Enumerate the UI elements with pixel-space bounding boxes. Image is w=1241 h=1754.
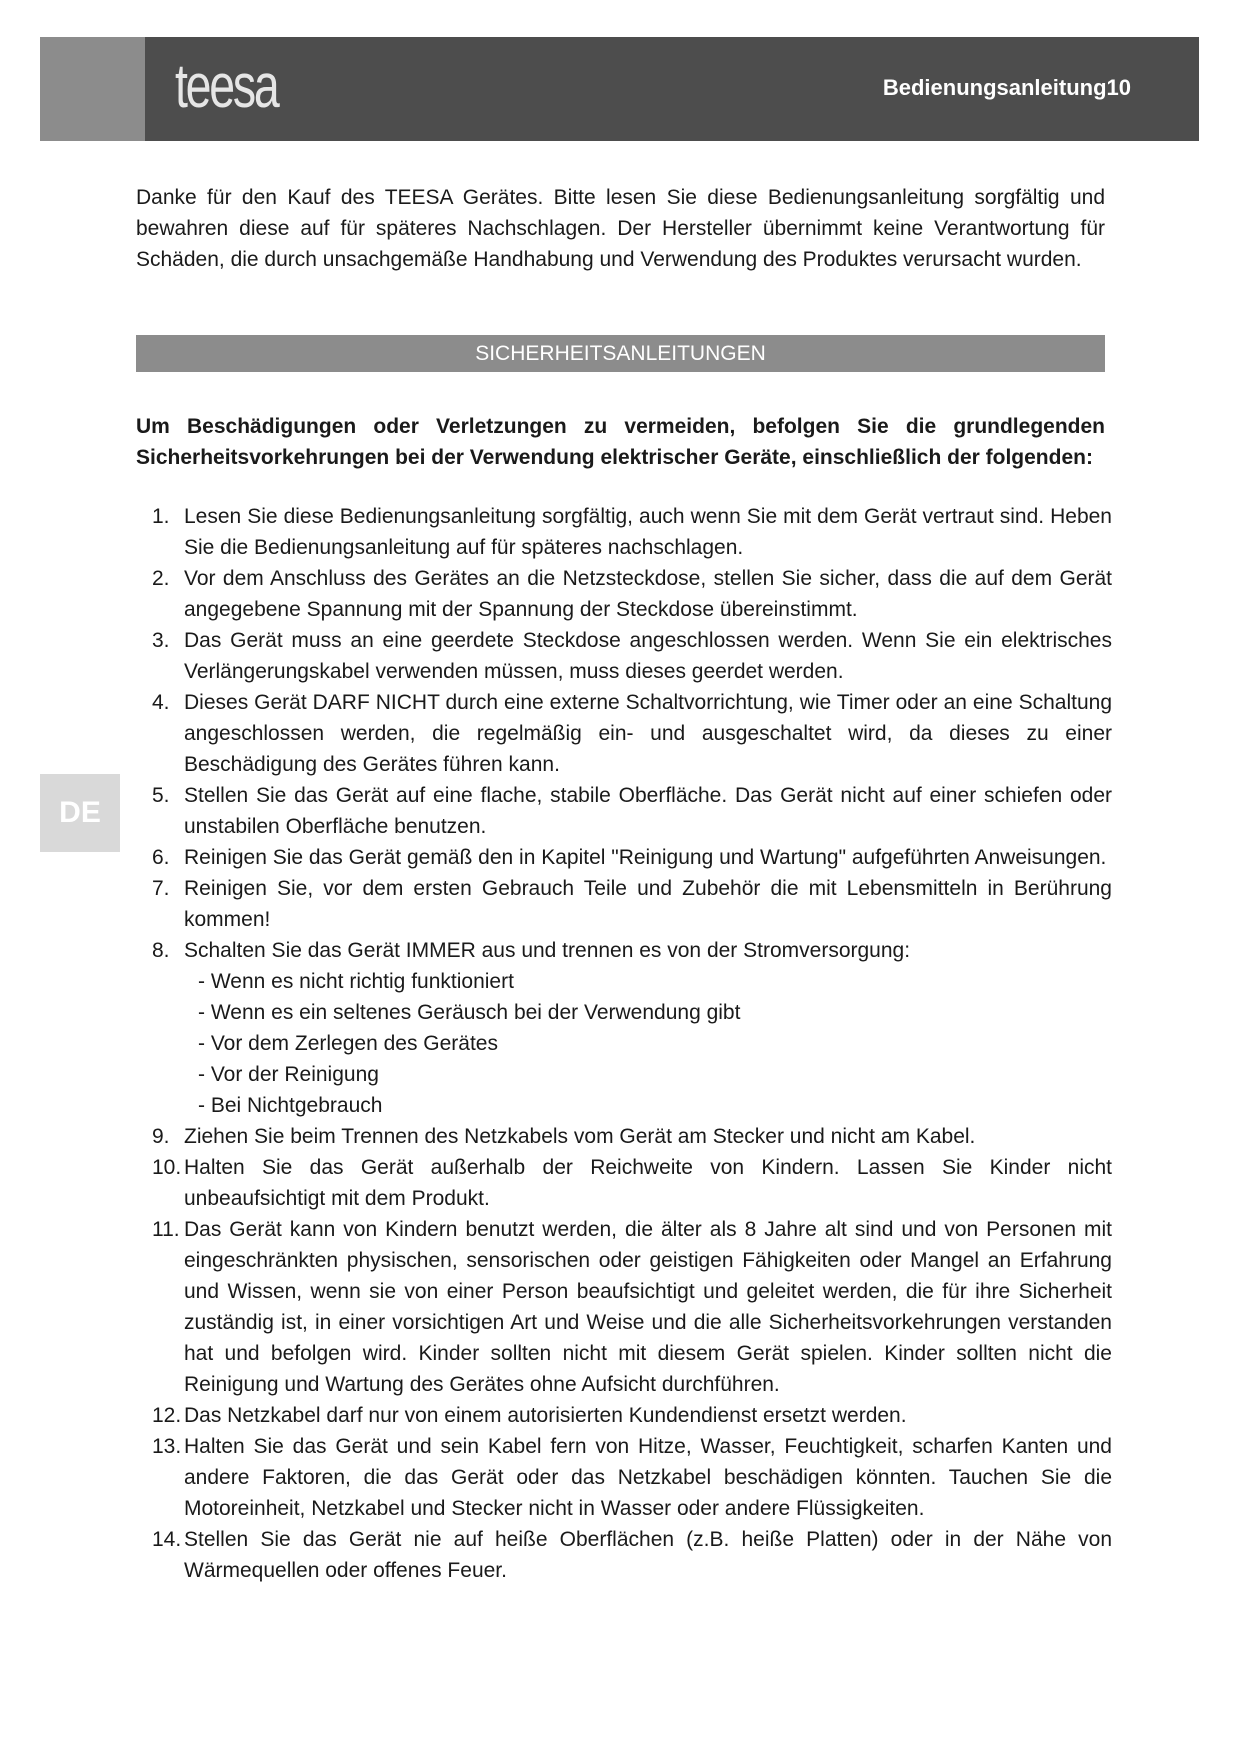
item-number: 10. (152, 1156, 182, 1179)
header-side-block (40, 37, 145, 141)
lead-paragraph: Um Beschädigungen oder Verletzungen zu vermeiden, befolgen Sie die grundlegenden Sicherheitsvorkehrungen bei der Verwendung elektrischer Geräte, einschließlich der folgenden: (136, 415, 1105, 469)
item-text: Das Netzkabel darf nur von einem autorisierten Kundendienst ersetzt werden. (184, 1404, 907, 1427)
safety-list (152, 501, 1112, 1586)
item-text: Stellen Sie das Gerät auf eine flache, stabile Oberfläche. Das Gerät nicht auf einer schiefen oder unstabilen Oberfläche benutzen. (184, 784, 1112, 838)
item-number: 7. (152, 877, 170, 900)
item-text: Vor dem Anschluss des Gerätes an die Netzsteckdose, stellen Sie sicher, dass die auf dem Gerät angegebene Spannung mit der Spannung der Steckdose übereinstimmt. (184, 567, 1112, 621)
item-text: Ziehen Sie beim Trennen des Netzkabels vom Gerät am Stecker und nicht am Kabel. (184, 1125, 976, 1148)
sub-item: - Bei Nichtgebrauch (198, 1094, 383, 1117)
document-title: Bedienungsanleitung10 (882, 75, 1131, 100)
list-item (152, 873, 1112, 935)
item-text: Schalten Sie das Gerät IMMER aus und trennen es von der Stromversorgung: (184, 939, 911, 962)
item-number: 14. (152, 1528, 182, 1551)
list-item (152, 1152, 1112, 1214)
sub-item: - Wenn es nicht richtig funktioniert (198, 970, 514, 993)
item-number: 6. (152, 846, 170, 869)
item-number: 4. (152, 691, 170, 714)
item-text: Reinigen Sie, vor dem ersten Gebrauch Teile und Zubehör die mit Lebensmitteln in Berührung kommen! (184, 877, 1112, 931)
list-item (152, 687, 1112, 780)
list-item (152, 1431, 1112, 1524)
item-text: Reinigen Sie das Gerät gemäß den in Kapitel "Reinigung und Wartung" aufgeführten Anweisungen. (184, 846, 1107, 869)
teesa-logo: teesa (175, 52, 278, 121)
item-number: 3. (152, 629, 170, 652)
item-number: 5. (152, 784, 170, 807)
list-item (152, 563, 1112, 625)
item-text: Das Gerät muss an eine geerdete Steckdose angeschlossen werden. Wenn Sie ein elektrisches Verlängerungskabel verwenden müssen, muss dieses geerdet werden. (184, 629, 1112, 683)
item-number: 8. (152, 939, 170, 962)
intro-paragraph: Danke für den Kauf des TEESA Gerätes. Bitte lesen Sie diese Bedienungsanleitung sorgfältig und bewahren diese auf für späteres Nachschlagen. Der Hersteller übernimmt keine Verantwortung für Schäden, die durch unsachgemäße Handhabung und Verwendung des Produktes verursacht wurden. (136, 186, 1105, 271)
list-item (152, 1214, 1112, 1400)
language-tab: DE (40, 774, 120, 852)
item-text: Stellen Sie das Gerät nie auf heiße Oberflächen (z.B. heiße Platten) oder in der Nähe von Wärmequellen oder offenes Feuer. (184, 1528, 1112, 1582)
item-text: Halten Sie das Gerät und sein Kabel fern von Hitze, Wasser, Feuchtigkeit, scharfen Kanten und andere Faktoren, die das Gerät oder das Netzkabel beschädigen könnten. Tauchen Sie die Motoreinheit, Netzkabel und Stecker nicht in Wasser oder andere Flüssigkeiten. (184, 1435, 1112, 1520)
item-text: Das Gerät kann von Kindern benutzt werden, die älter als 8 Jahre alt sind und von Personen mit eingeschränkten physischen, sensorischen oder geistigen Fähigkeiten oder Mangel an Erfahrung und Wissen, wenn sie von einer Person beaufsichtigt und geleitet werden, die für ihre Sicherheit zuständig ist, in einer vorsichtigen Art und Weise und die alle Sicherheitsvorkehrungen verstanden hat und befolgen wird. Kinder sollten nicht mit diesem Gerät spielen. Kinder sollten nicht die Reinigung und Wartung des Gerätes ohne Aufsicht durchführen. (184, 1218, 1112, 1396)
item-number: 13. (152, 1435, 182, 1458)
list-item (152, 780, 1112, 842)
sub-item: - Vor dem Zerlegen des Gerätes (198, 1032, 498, 1055)
list-item (152, 842, 1112, 873)
list-item (152, 501, 1112, 563)
item-number: 12. (152, 1404, 182, 1427)
section-title: SICHERHEITSANLEITUNGEN (136, 335, 1105, 372)
item-text: Dieses Gerät DARF NICHT durch eine externe Schaltvorrichtung, wie Timer oder an eine Schaltung angeschlossen werden, die regelmäßig ein- und ausgeschaltet wird, da dieses zu einer Beschädigung des Gerätes führen kann. (184, 691, 1112, 776)
list-item (152, 1121, 1112, 1152)
sub-item: - Vor der Reinigung (198, 1063, 379, 1086)
list-item (152, 1400, 1112, 1431)
item-text: Halten Sie das Gerät außerhalb der Reichweite von Kindern. Lassen Sie Kinder nicht unbeaufsichtigt mit dem Produkt. (184, 1156, 1112, 1210)
list-item (152, 935, 1112, 1121)
page-header (40, 37, 1199, 141)
item-number: 9. (152, 1125, 170, 1148)
item-number: 11. (152, 1218, 180, 1241)
sub-item: - Wenn es ein seltenes Geräusch bei der Verwendung gibt (198, 1001, 741, 1024)
item-number: 1. (152, 505, 170, 528)
item-text: Lesen Sie diese Bedienungsanleitung sorgfältig, auch wenn Sie mit dem Gerät vertraut sind. Heben Sie die Bedienungsanleitung auf für späteres nachschlagen. (184, 505, 1112, 559)
list-item (152, 1524, 1112, 1586)
list-item (152, 625, 1112, 687)
item-number: 2. (152, 567, 170, 590)
